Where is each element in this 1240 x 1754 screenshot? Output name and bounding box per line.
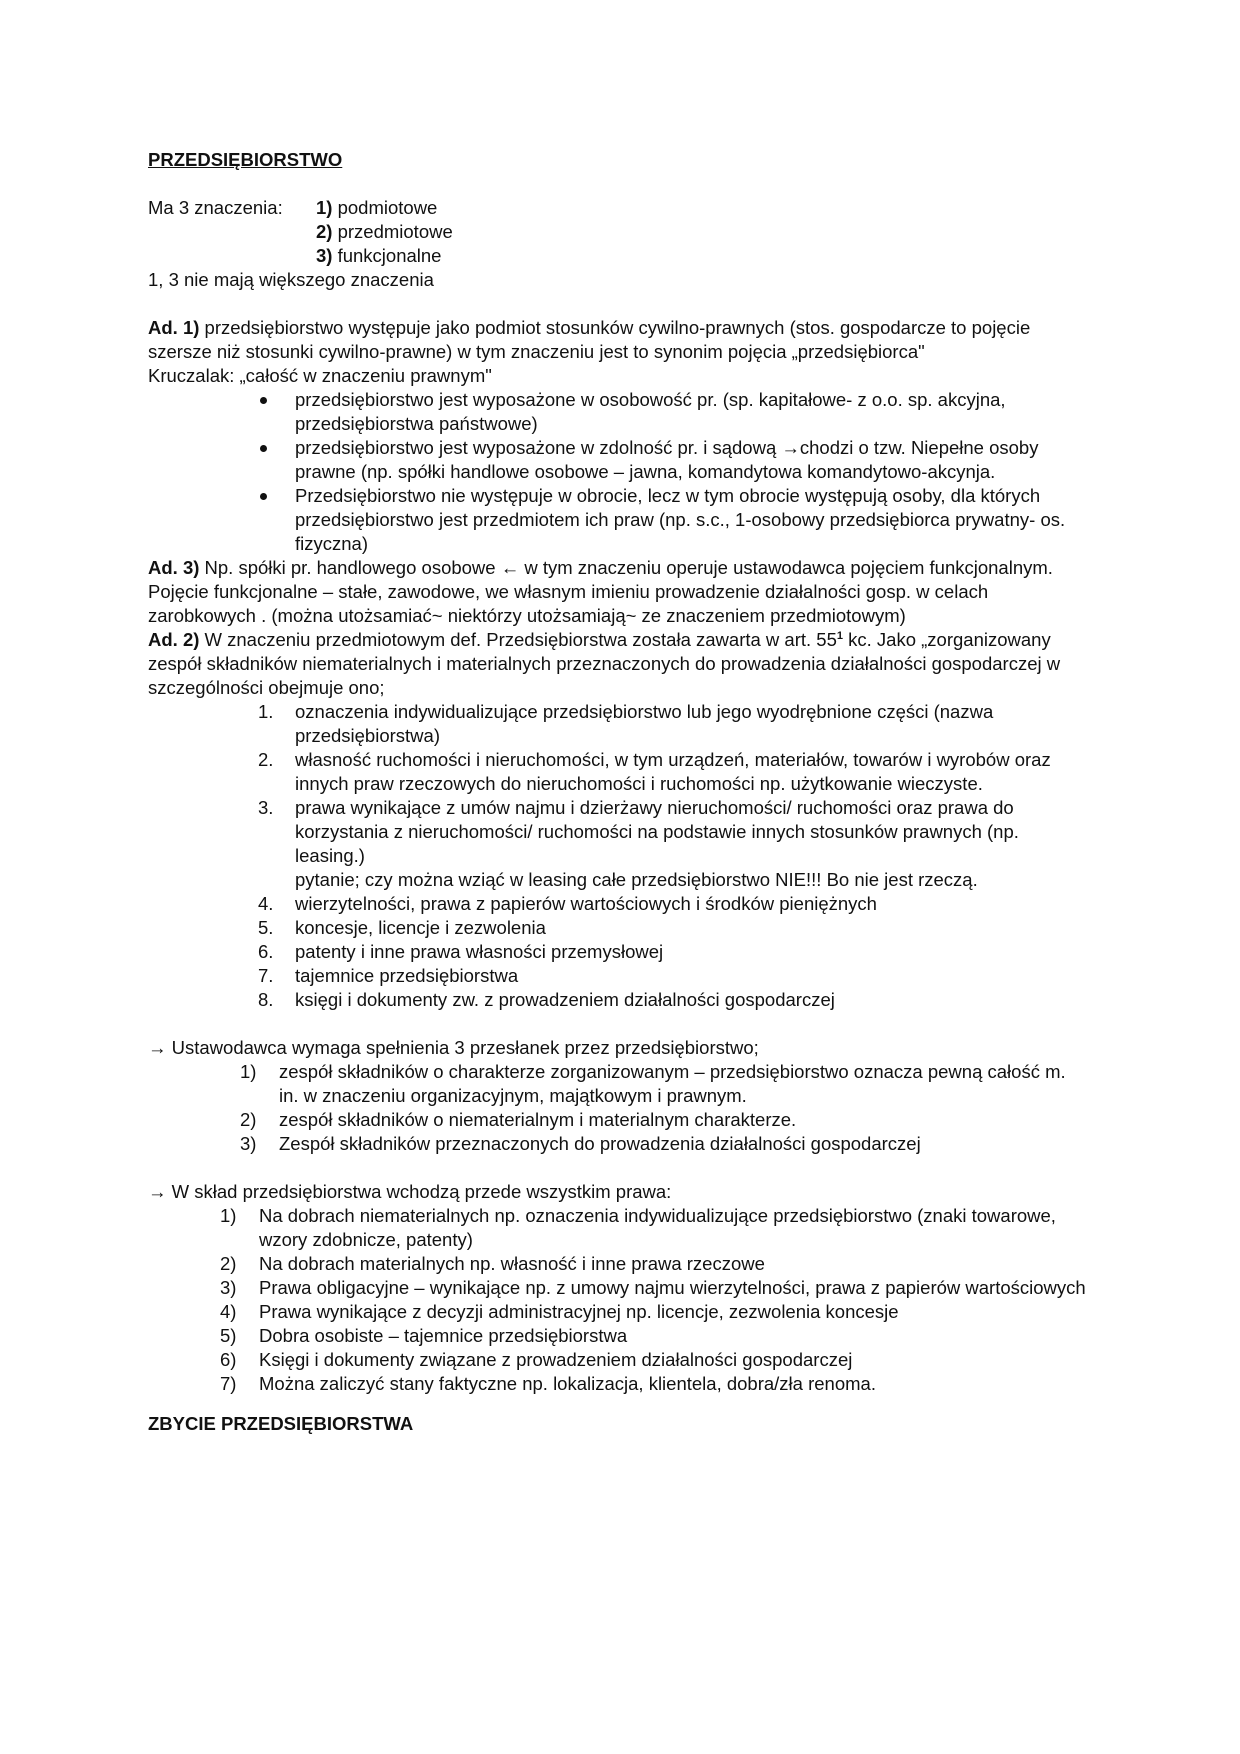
list-item: przedsiębiorstwo jest wyposażone w zdolność pr. i sądową →chodzi o tzw. Niepełne osoby prawne (np. spółki handlowe osobowe – jawna, komandytowa komandytowo-akcynja. [148,436,1088,484]
ad1-paragraph [148,316,1088,364]
list-item: 8. księgi i dokumenty zw. z prowadzeniem działalności gospodarczej [258,989,835,1010]
meanings-block [148,196,1088,292]
bullet-icon [260,445,267,452]
list-item: 5. koncesje, licencje i zezwolenia [258,917,546,938]
page-title: PRZEDSIĘBIORSTWO [148,149,343,170]
list-item: 1) zespół składników o charakterze zorganizowanym – przedsiębiorstwo oznacza pewną całość m. in. w znaczeniu organizacyjnym, majątkowym i prawnym. [240,1061,1066,1106]
premises-list [148,1060,1088,1156]
list-item: 1. oznaczenia indywidualizujące przedsiębiorstwo lub jego wyodrębnione części (nazwa przedsiębiorstwa) [258,701,994,746]
ad2-list [148,700,1088,868]
ad2-label: Ad. 2) [148,629,200,650]
bullet-icon [260,493,267,500]
meaning-text: funkcjonalne [337,245,442,266]
meaning-num: 3) [316,245,333,266]
list-item: 3. prawa wynikające z umów najmu i dzierżawy nieruchomości/ ruchomości oraz prawa do korzystania z nieruchomości/ ruchomości na podstawie innych stosunków prawnych (np. leasing.) [258,797,1019,866]
list-item: 2. własność ruchomości i nieruchomości, w tym urządzeń, materiałów, towarów i wyrobów oraz innych praw rzeczowych do nieruchomości i ruchomości np. użytkowanie wieczyste. [258,749,1051,794]
list-item: 4. wierzytelności, prawa z papierów wartościowych i środków pieniężnych [258,893,877,914]
kruczalak-quote: Kruczalak: „całość w znaczeniu prawnym" [148,365,492,386]
ad3-paragraph [148,556,1088,580]
list-item: 5) Dobra osobiste – tajemnice przedsiębiorstwa [220,1325,628,1346]
article-superscript: 1 [836,629,843,642]
list-item: 4) Prawa wynikające z decyzji administracyjnej np. licencje, zezwolenia koncesje [220,1301,899,1322]
meaning-text: podmiotowe [337,197,438,218]
list-item: 2) Na dobrach materialnych np. własność i inne prawa rzeczowe [220,1253,765,1274]
leasing-question: pytanie; czy można wziąć w leasing całe przedsiębiorstwo NIE!!! Bo nie jest rzeczą. [295,869,978,890]
meanings-note: 1, 3 nie mają większego znaczenia [148,269,434,290]
ad2-paragraph [148,628,1088,700]
document-content [148,148,1088,1436]
section-heading: ZBYCIE PRZEDSIĘBIORSTWA [148,1413,414,1434]
meaning-text: przedmiotowe [337,221,453,242]
list-item: Przedsiębiorstwo nie występuje w obrocie, lecz w tym obrocie występują osoby, dla których przedsiębiorstwo jest przedmiotem ich praw (np. s.c., 1-osobowy przedsiębiorca prywatny- os. fizyczna) [148,484,1088,556]
rights-lead: → W skład przedsiębiorstwa wchodzą przede wszystkim prawa: [148,1181,672,1202]
meaning-num: 2) [316,221,333,242]
ad3-label: Ad. 3) [148,557,200,578]
list-item: 3) Zespół składników przeznaczonych do prowadzenia działalności gospodarczej [240,1133,921,1154]
list-item: 3) Prawa obligacyjne – wynikające np. z umowy najmu wierzytelności, prawa z papierów wartościowych [220,1277,1086,1298]
list-item: 2) zespół składników o niematerialnym i materialnym charakterze. [240,1109,797,1130]
list-item: 6) Księgi i dokumenty związane z prowadzeniem działalności gospodarczej [220,1349,853,1370]
meaning-num: 1) [316,197,333,218]
ad1-label: Ad. 1) [148,317,200,338]
ad2-text: W znaczeniu przedmiotowym def. Przedsiębiorstwa została zawarta w art. 55 [204,629,837,650]
ad2-list-cont [148,892,1088,1012]
bullet-icon [260,397,267,404]
premises-lead: → Ustawodawca wymaga spełnienia 3 przesłanek przez przedsiębiorstwo; [148,1037,759,1058]
list-item: 1) Na dobrach niematerialnych np. oznaczenia indywidualizujące przedsiębiorstwo (znaki towarowe, wzory zdobnicze, patenty) [220,1205,1056,1250]
ad3-text: Np. spółki pr. handlowego osobowe ← w tym znaczeniu operuje ustawodawca pojęciem funkcjonalnym. [204,557,1053,578]
ad2-text-cont: kc. Jako „zorganizowany zespół składników niematerialnych i materialnych przeznaczonych do prowadzenia działalności gospodarczej w szczególności obejmuje ono; [148,629,1061,698]
list-item: przedsiębiorstwo jest wyposażone w osobowość pr. (sp. kapitałowe- z o.o. sp. akcyjna, przedsiębiorstwa państwowe) [148,388,1088,436]
list-item: 7) Można zaliczyć stany faktyczne np. lokalizacja, klientela, dobra/zła renoma. [220,1373,876,1394]
rights-list [148,1204,1088,1396]
list-item: 7. tajemnice przedsiębiorstwa [258,965,519,986]
ad3-definition: Pojęcie funkcjonalne – stałe, zawodowe, we własnym imieniu prowadzenie działalności gosp. w celach zarobkowych . (można utożsamiać~ niektórzy utożsamiają~ ze znaczeniem przedmiotowym) [148,581,989,626]
ad1-text: przedsiębiorstwo występuje jako podmiot stosunków cywilno-prawnych (stos. gospodarcze to pojęcie szersze niż stosunki cywilno-prawne) w tym znaczeniu jest to synonim pojęcia „przedsiębiorca" [148,317,1031,362]
list-item: 6. patenty i inne prawa własności przemysłowej [258,941,664,962]
ad1-bullets [148,388,1088,556]
meanings-lead: Ma 3 znaczenia: [148,197,283,218]
